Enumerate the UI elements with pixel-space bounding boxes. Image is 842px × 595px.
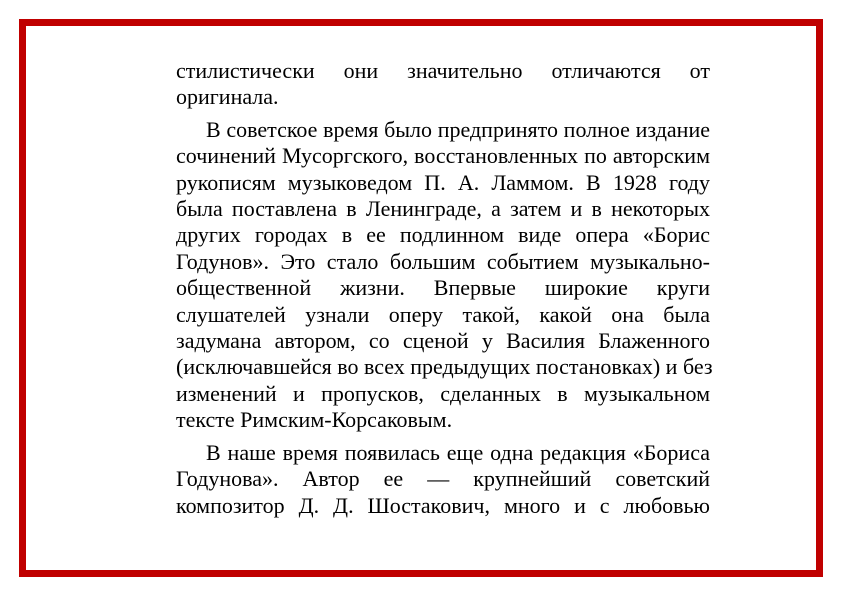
- text-line: В советское время было предпринято полное издание: [206, 116, 710, 142]
- paragraph-3: [176, 440, 710, 519]
- text-line: задумана автором, со сценой у Василия Блаженного: [176, 328, 710, 354]
- text-line: изменений и пропусков, сделанных в музыкальном: [176, 380, 710, 406]
- text-line: тексте Римским-Корсаковым.: [176, 407, 453, 433]
- paragraph-2: [176, 116, 713, 434]
- text-line: (исключавшейся во всех предыдущих постановках) и без: [176, 354, 713, 380]
- text-line: оригинала.: [176, 84, 279, 110]
- text-line: общественной жизни. Впервые широкие круги: [176, 275, 710, 301]
- text-line: была поставлена в Ленинграде, а затем и в некоторых: [176, 196, 710, 222]
- text-column: [176, 58, 713, 519]
- paragraph-1: [176, 58, 710, 111]
- text-line: стилистически они значительно отличаются от: [176, 58, 710, 83]
- text-line: рукописям музыковедом П. А. Ламмом. В 1928 году: [176, 169, 710, 195]
- text-line: В наше время появилась еще одна редакция «Бориса: [206, 439, 710, 465]
- text-line: композитор Д. Д. Шостакович, много и с любовью: [176, 492, 710, 518]
- text-line: Годунова». Автор ее — крупнейший советский: [176, 466, 710, 492]
- text-line: других городах в ее подлинном виде опера «Борис: [176, 222, 710, 248]
- text-line: слушателей узнали оперу такой, какой она была: [176, 301, 710, 327]
- text-line: сочинений Мусоргского, восстановленных по авторским: [176, 143, 710, 169]
- text-line: Годунов». Это стало большим событием музыкально-: [176, 248, 710, 274]
